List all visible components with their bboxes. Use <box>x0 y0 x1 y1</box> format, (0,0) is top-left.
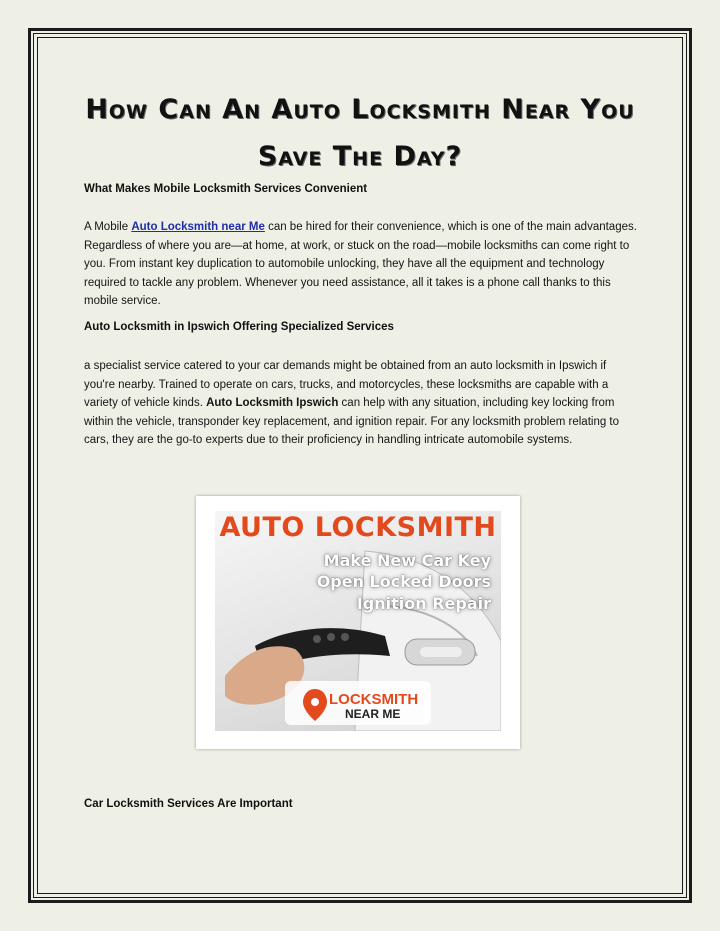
image-line-new-car-key: Make New Car Key <box>323 551 491 570</box>
title-line-2: Save The Day? <box>257 141 463 172</box>
image-line-ignition-repair: Ignition Repair <box>356 594 491 613</box>
door-handle-grip <box>420 647 462 657</box>
page-title <box>60 86 660 180</box>
key-fob-button-2 <box>327 633 335 641</box>
auto-locksmith-image <box>215 511 501 731</box>
section1-paragraph <box>84 218 640 311</box>
section1-heading: What Makes Mobile Locksmith Services Convenient <box>84 183 368 195</box>
section3-heading: Car Locksmith Services Are Important <box>84 798 293 810</box>
section2-text-rest: can help with any situation, including key locking from within the vehicle, transponder key replacement, and ignition repair. For any locksmith problem relating to cars, they are the go-to experts due to their proficiency in handling intricate automobile systems. <box>84 397 620 446</box>
title-line-1: How Can An Auto Locksmith Near You <box>85 94 635 125</box>
image-headline: AUTO LOCKSMITH <box>219 512 497 543</box>
logo-locksmith-text: LOCKSMITH <box>329 691 419 708</box>
section2-paragraph <box>84 357 640 450</box>
auto-locksmith-near-me-link[interactable]: Auto Locksmith near Me <box>131 221 265 233</box>
section1-text-rest: can be hired for their convenience, which is one of the main advantages. Regardless of where you are—at home, at work, or stuck on the road—mobile locksmiths can come right to you. From instant key duplication to automobile unlocking, they have all the equipment and technology required to tackle any problem. Whenever you need assistance, all it takes is a phone call thanks to this mobile service. <box>84 221 637 307</box>
logo-near-me-text: NEAR ME <box>345 707 401 721</box>
auto-locksmith-ipswich-bold: Auto Locksmith Ipswich <box>206 397 339 409</box>
key-fob-button-3 <box>341 633 349 641</box>
auto-locksmith-image-card <box>196 496 520 749</box>
section2-heading: Auto Locksmith in Ipswich Offering Specialized Services <box>84 321 394 333</box>
section2-text-prefix: a specialist service catered to your car demands might be obtained from an auto locksmith in Ipswich if you're nearby. Trained to operate on cars, trucks, and motorcycles, these locksmiths are capable with a variety of vehicle kinds. <box>84 360 609 409</box>
image-line-open-locked-doors: Open Locked Doors <box>316 572 491 591</box>
location-pin-center <box>311 698 319 706</box>
section1-text-prefix: A Mobile <box>84 221 132 233</box>
key-fob-button-1 <box>313 635 321 643</box>
